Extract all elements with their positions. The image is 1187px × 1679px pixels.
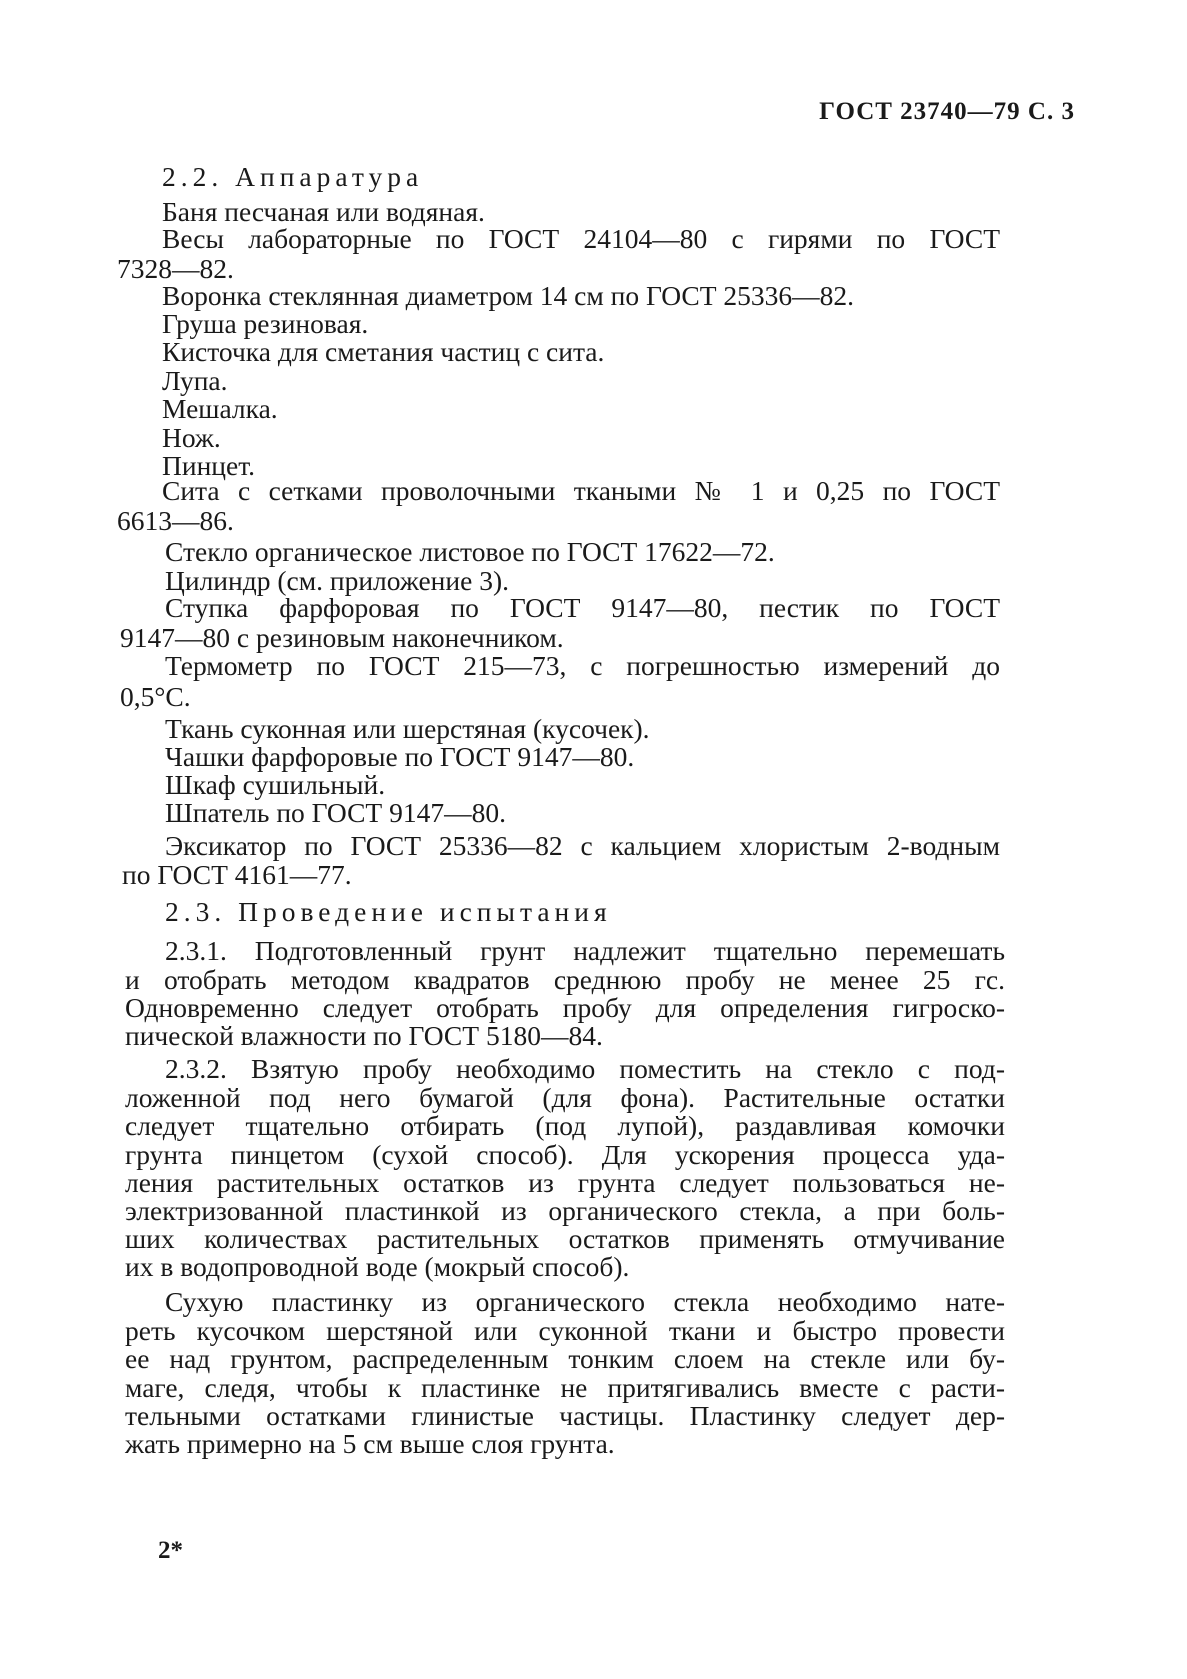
text-line: Нож. [162, 422, 221, 453]
paragraph-line: маге, следя, чтобы к пластинке не притягивались вместе с расти- [125, 1372, 1005, 1403]
paragraph-line: следует тщательно отбирать (под лупой), раздавливая комочки [125, 1110, 1005, 1141]
text-line: Пинцет. [162, 450, 256, 481]
paragraph-line: тельными остатками глинистые частицы. Пластинку следует дер- [125, 1400, 1005, 1431]
text-line: Шкаф сушильный. [165, 769, 386, 800]
paragraph-line: реть кусочком шерстяной или суконной ткани и быстро провести [125, 1315, 1005, 1346]
paragraph-line: 2.3.2. Взятую пробу необходимо поместить на стекло с под- [165, 1053, 1005, 1084]
paragraph-line: 2.3.1. Подготовленный грунт надлежит тщательно перемешать [165, 935, 1005, 966]
text-line: Цилиндр (см. приложение 3). [165, 565, 509, 596]
text-line: Чашки фарфоровые по ГОСТ 9147—80. [165, 741, 635, 772]
page-header: ГОСТ 23740—79 С. 3 [819, 98, 1075, 125]
text-line: Стекло органическое листовое по ГОСТ 17622—72. [165, 536, 775, 567]
paragraph-line: грунта пинцетом (сухой способ). Для ускорения процесса уда- [125, 1139, 1005, 1170]
paragraph-line: электризованной пластинкой из органического стекла, а при боль- [125, 1195, 1005, 1226]
paragraph-line: пической влажности по ГОСТ 5180—84. [125, 1020, 603, 1051]
signature-mark: 2* [158, 1537, 183, 1564]
text-line: Воронка стеклянная диаметром 14 см по ГОСТ 25336—82. [162, 280, 855, 311]
section-heading: 2.2. Аппаратура [162, 161, 424, 192]
paragraph-line: и отобрать методом квадратов среднюю пробу не менее 25 гс. [125, 964, 1005, 995]
text-line: Кисточка для сметания частиц с сита. [162, 336, 605, 367]
paragraph-line: жать примерно на 5 см выше слоя грунта. [125, 1428, 615, 1459]
text-line: 7328—82. [117, 253, 234, 284]
text-line: 6613—86. [117, 505, 234, 536]
text-line: Баня песчаная или водяная. [162, 196, 485, 227]
text-line: Эксикатор по ГОСТ 25336—82 с кальцием хлористым 2-водным [165, 830, 1000, 861]
text-line: 0,5°С. [120, 681, 191, 712]
text-line: Мешалка. [162, 393, 278, 424]
paragraph-line: Одновременно следует отобрать пробу для определения гигроско- [125, 992, 1005, 1023]
paragraph-line: ших количествах растительных остатков применять отмучивание [125, 1223, 1005, 1254]
text-line: Лупа. [162, 365, 228, 396]
text-line: Весы лабораторные по ГОСТ 24104—80 с гирями по ГОСТ [162, 223, 1000, 254]
text-line: Ступка фарфоровая по ГОСТ 9147—80, пестик по ГОСТ [165, 592, 1000, 623]
text-line: Термометр по ГОСТ 215—73, с погрешностью измерений до [165, 650, 1000, 681]
paragraph-line: ления растительных остатков из грунта следует пользоваться не- [125, 1167, 1005, 1198]
text-line: Шпатель по ГОСТ 9147—80. [165, 797, 506, 828]
text-line: Ткань суконная или шерстяная (кусочек). [165, 713, 650, 744]
paragraph-line: Сухую пластинку из органического стекла необходимо нате- [165, 1286, 1005, 1317]
section-heading: 2.3. Проведение испытания [165, 896, 612, 927]
text-line: Сита с сетками проволочными ткаными № 1 и 0,25 по ГОСТ [162, 475, 1000, 506]
text-line: Груша резиновая. [162, 308, 369, 339]
paragraph-line: ее над грунтом, распределенным тонким слоем на стекле или бу- [125, 1343, 1005, 1374]
paragraph-line: ложенной под него бумагой (для фона). Растительные остатки [125, 1082, 1005, 1113]
text-line: по ГОСТ 4161—77. [122, 859, 352, 890]
paragraph-line: их в водопроводной воде (мокрый способ). [125, 1251, 630, 1282]
text-line: 9147—80 с резиновым наконечником. [120, 622, 564, 653]
